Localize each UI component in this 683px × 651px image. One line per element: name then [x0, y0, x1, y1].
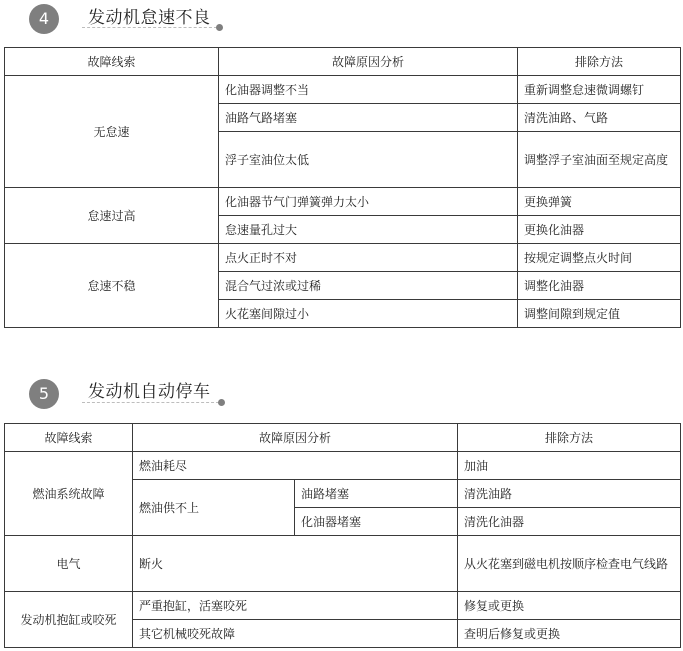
- sub-cause-cell: 油路堵塞: [295, 480, 458, 508]
- fault-clue-cell: 发动机抱缸或咬死: [5, 592, 133, 648]
- table-row: [5, 452, 681, 480]
- fault-clue-cell: 怠速过高: [5, 188, 219, 244]
- fault-clue-cell: 燃油系统故障: [5, 452, 133, 536]
- cause-cell: 怠速量孔过大: [219, 216, 518, 244]
- fix-cell: 调整浮子室油面至规定高度: [518, 132, 681, 188]
- cause-cell: 点火正时不对: [219, 244, 518, 272]
- column-header: 故障原因分析: [219, 48, 518, 76]
- cause-cell: 火花塞间隙过小: [219, 300, 518, 328]
- cause-cell: 油路气路堵塞: [219, 104, 518, 132]
- title-underline: [82, 402, 219, 403]
- cause-cell: 混合气过浓或过稀: [219, 272, 518, 300]
- cause-cell: 化油器调整不当: [219, 76, 518, 104]
- table-header-row: [5, 48, 681, 76]
- cause-cell: 燃油耗尽: [133, 452, 458, 480]
- fix-cell: 更换化油器: [518, 216, 681, 244]
- cause-cell: 严重抱缸，活塞咬死: [133, 592, 458, 620]
- cause-cell: 燃油供不上: [133, 480, 295, 536]
- fix-cell: 更换弹簧: [518, 188, 681, 216]
- table-row: [5, 536, 681, 592]
- section-title: 发动机怠速不良: [88, 8, 211, 28]
- fix-cell: 从火花塞到磁电机按顺序检查电气线路: [458, 536, 681, 592]
- column-header: 排除方法: [518, 48, 681, 76]
- table-header-row: [5, 424, 681, 452]
- fix-cell: 按规定调整点火时间: [518, 244, 681, 272]
- table-row: [5, 244, 681, 272]
- fault-clue-cell: 电气: [5, 536, 133, 592]
- fix-cell: 查明后修复或更换: [458, 620, 681, 648]
- table-row: [5, 76, 681, 104]
- fix-cell: 清洗油路: [458, 480, 681, 508]
- column-header: 故障线索: [5, 424, 133, 452]
- fix-cell: 调整化油器: [518, 272, 681, 300]
- fix-cell: 调整间隙到规定值: [518, 300, 681, 328]
- column-header: 故障原因分析: [133, 424, 458, 452]
- title-underline: [82, 27, 217, 28]
- fault-clue-cell: 无怠速: [5, 76, 219, 188]
- section-number-badge: 5: [29, 379, 59, 409]
- cause-cell: 浮子室油位太低: [219, 132, 518, 188]
- fix-cell: 修复或更换: [458, 592, 681, 620]
- cause-cell: 其它机械咬死故障: [133, 620, 458, 648]
- table-row: [5, 592, 681, 620]
- idle-fault-table: [4, 47, 681, 328]
- fix-cell: 重新调整怠速微调螺钉: [518, 76, 681, 104]
- column-header: 故障线索: [5, 48, 219, 76]
- fix-cell: 清洗化油器: [458, 508, 681, 536]
- section-4-header: [0, 0, 683, 40]
- fault-clue-cell: 怠速不稳: [5, 244, 219, 328]
- title-underline-dot: [216, 24, 223, 31]
- section-number-badge: 4: [29, 4, 59, 34]
- column-header: 排除方法: [458, 424, 681, 452]
- cause-cell: 化油器节气门弹簧弹力太小: [219, 188, 518, 216]
- sub-cause-cell: 化油器堵塞: [295, 508, 458, 536]
- title-underline-dot: [218, 399, 225, 406]
- cause-cell: 断火: [133, 536, 458, 592]
- section-title: 发动机自动停车: [88, 382, 211, 402]
- fix-cell: 清洗油路、气路: [518, 104, 681, 132]
- section-5-header: [0, 374, 683, 414]
- auto-stop-fault-table: [4, 423, 681, 648]
- table-row: [5, 188, 681, 216]
- fix-cell: 加油: [458, 452, 681, 480]
